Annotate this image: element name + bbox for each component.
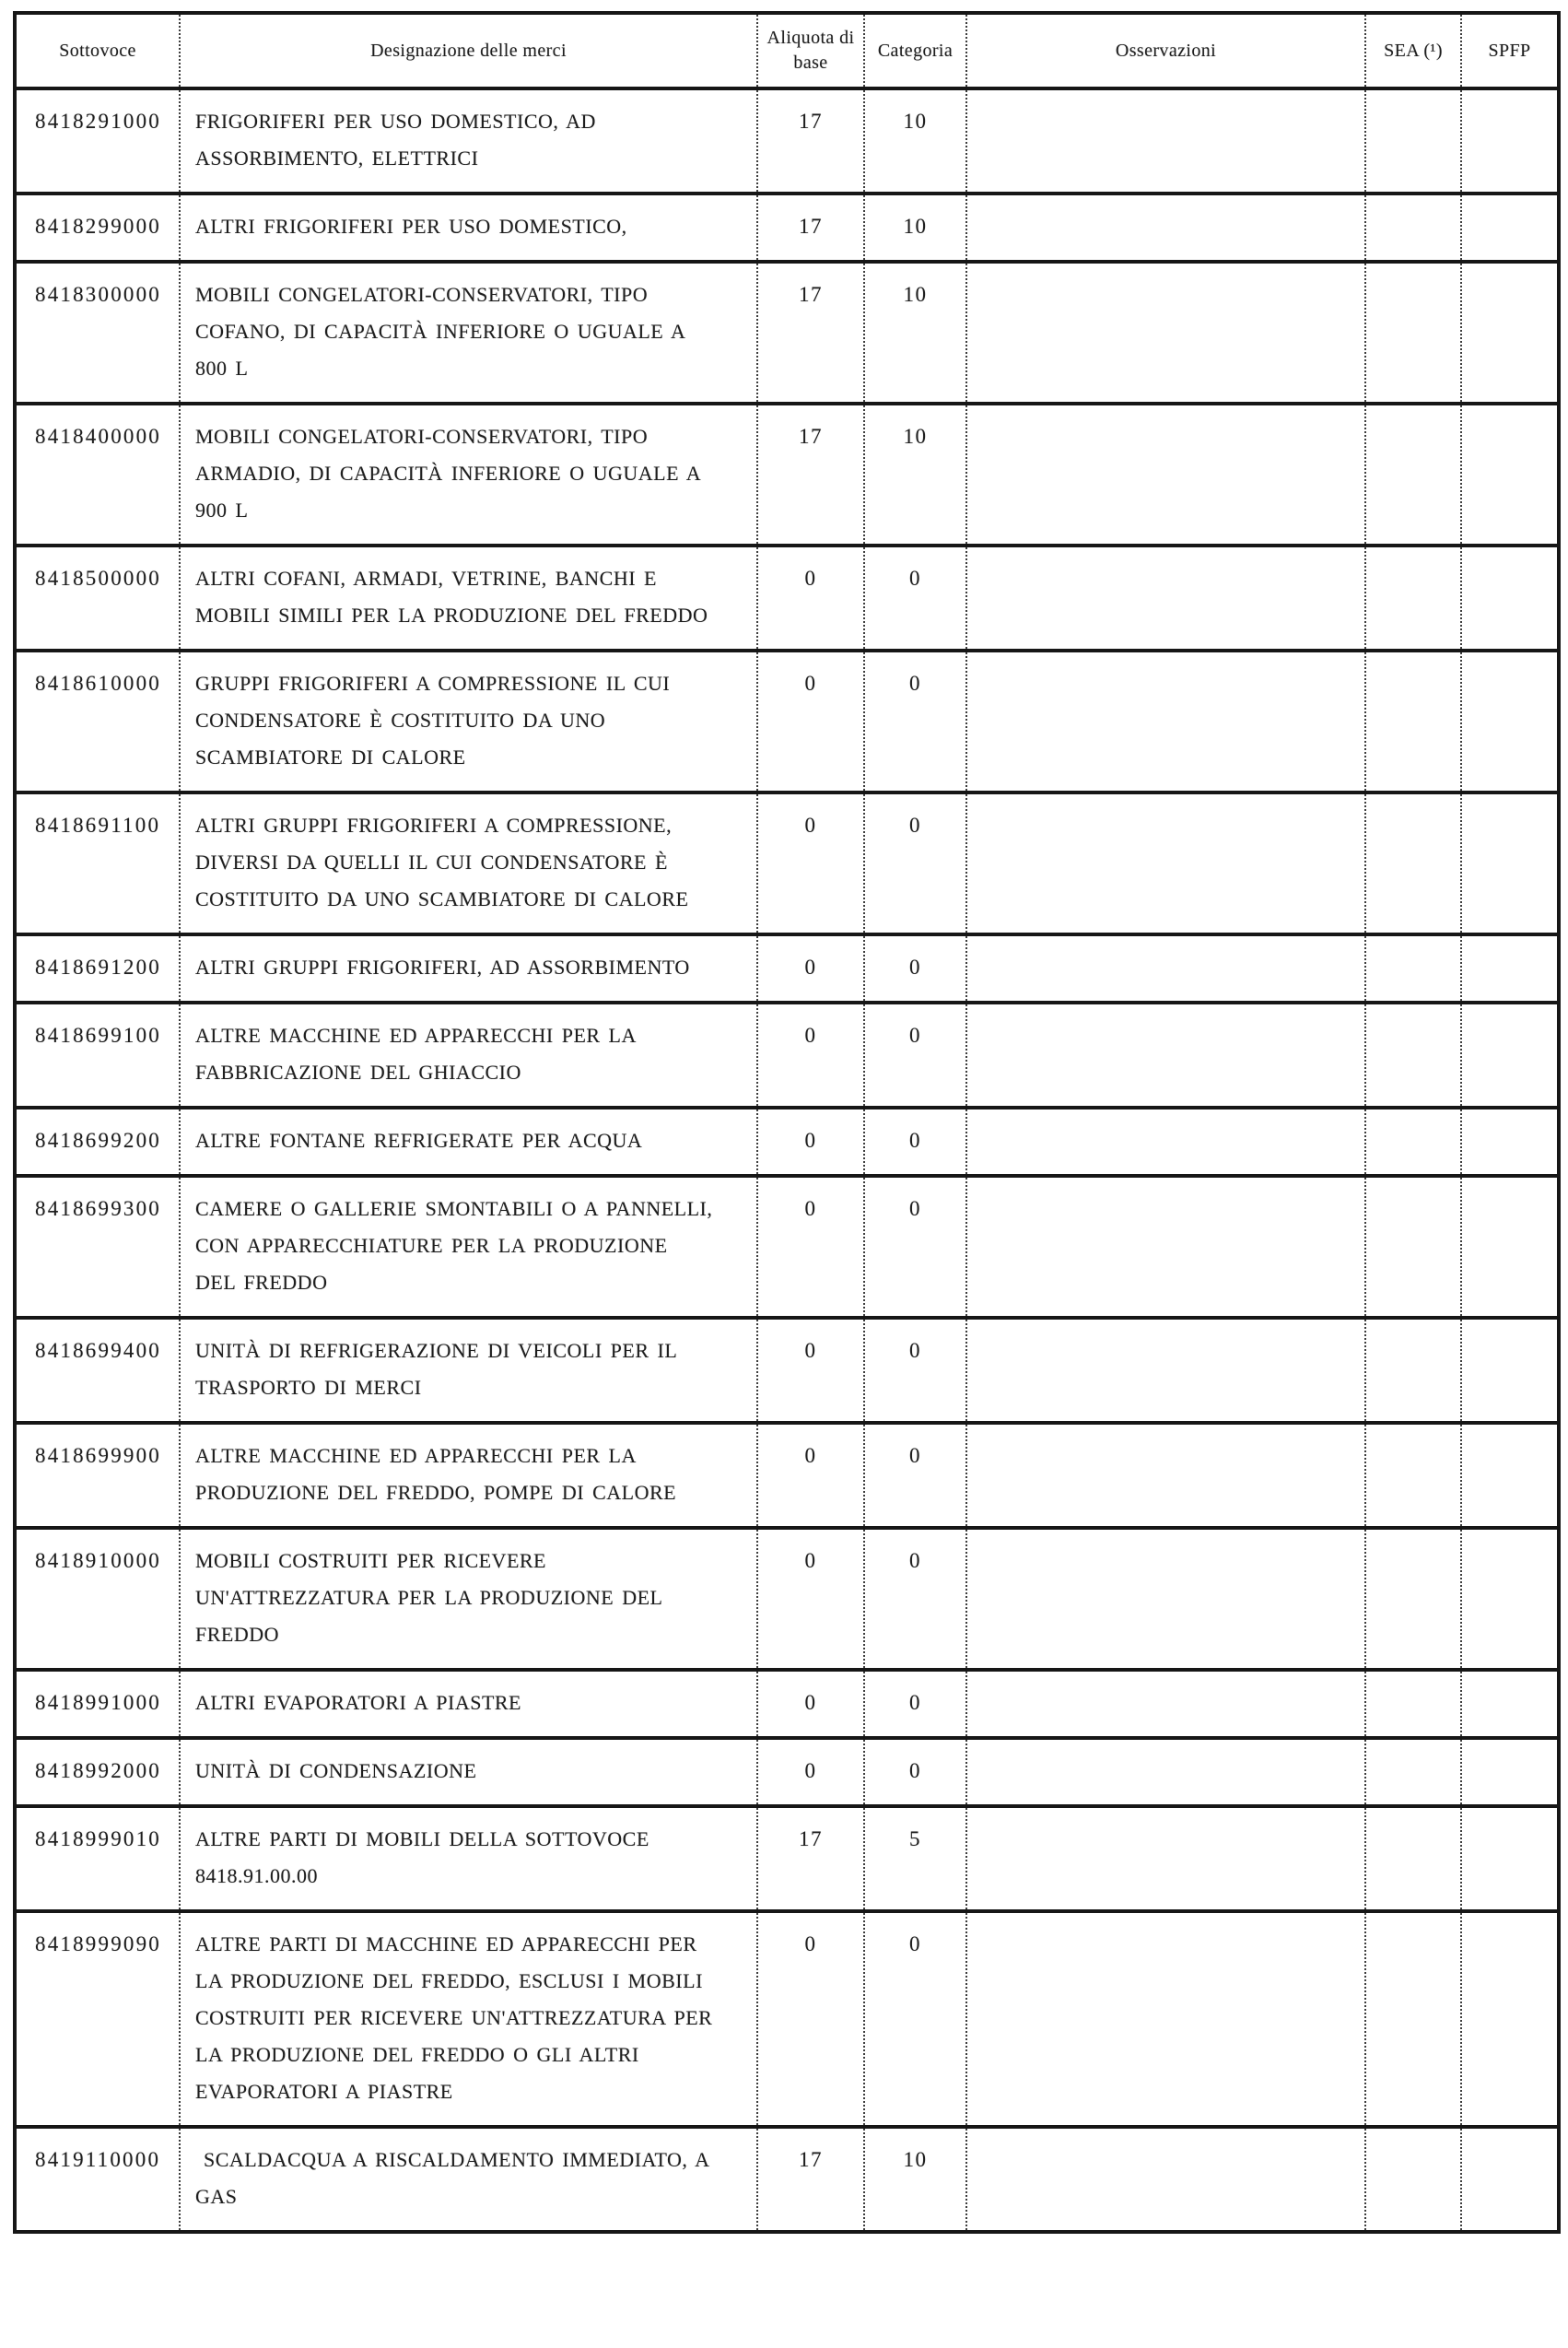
aliquota-cell: 17 (757, 262, 864, 404)
designazione-cell: ALTRE MACCHINE ED APPARECCHI PER LA FABBRICAZIONE DEL GHIACCIO (180, 1003, 757, 1108)
sottovoce-cell: 8418999010 (35, 1827, 161, 1850)
designazione-cell: MOBILI CONGELATORI-CONSERVATORI, TIPO COFANO, DI CAPACITÀ INFERIORE O UGUALE A 800 L (180, 262, 757, 404)
designazione-cell: MOBILI COSTRUITI PER RICEVERE UN'ATTREZZATURA PER LA PRODUZIONE DEL FREDDO (180, 1528, 757, 1670)
table-row (15, 404, 1559, 546)
designazione-cell: ALTRI COFANI, ARMADI, VETRINE, BANCHI E MOBILI SIMILI PER LA PRODUZIONE DEL FREDDO (180, 546, 757, 651)
sea-cell (1365, 546, 1461, 651)
sottovoce-cell: 8418300000 (35, 283, 161, 306)
categoria-cell: 0 (864, 934, 966, 1003)
header-osservazioni: Osservazioni (966, 13, 1365, 88)
osservazioni-cell (966, 1423, 1365, 1528)
sea-cell (1365, 1176, 1461, 1318)
designazione-cell: CAMERE O GALLERIE SMONTABILI O A PANNELLI, CON APPARECCHIATURE PER LA PRODUZIONE DEL FREDDO (180, 1176, 757, 1318)
categoria-cell: 0 (864, 1318, 966, 1423)
spfp-cell (1461, 1911, 1559, 2127)
aliquota-cell: 0 (757, 1003, 864, 1108)
designazione-cell: UNITÀ DI REFRIGERAZIONE DI VEICOLI PER IL TRASPORTO DI MERCI (180, 1318, 757, 1423)
aliquota-cell: 17 (757, 194, 864, 262)
table-row (15, 1670, 1559, 1738)
aliquota-cell: 0 (757, 1108, 864, 1176)
categoria-cell: 5 (864, 1806, 966, 1911)
spfp-cell (1461, 1003, 1559, 1108)
header-sottovoce: Sottovoce (59, 40, 136, 61)
categoria-cell: 0 (864, 1738, 966, 1806)
header-row (15, 13, 1559, 88)
table-row (15, 1423, 1559, 1528)
spfp-cell (1461, 1108, 1559, 1176)
osservazioni-cell (966, 1738, 1365, 1806)
sottovoce-cell: 8418699900 (35, 1444, 161, 1467)
sea-cell (1365, 1806, 1461, 1911)
header-sea: SEA (¹) (1365, 13, 1461, 88)
spfp-cell (1461, 934, 1559, 1003)
spfp-cell (1461, 404, 1559, 546)
designazione-cell: ALTRI FRIGORIFERI PER USO DOMESTICO, (180, 194, 757, 262)
sea-cell (1365, 1108, 1461, 1176)
header-designazione: Designazione delle merci (180, 13, 757, 88)
table-row (15, 1528, 1559, 1670)
sottovoce-cell: 8418610000 (35, 672, 161, 695)
categoria-cell: 0 (864, 1108, 966, 1176)
spfp-cell (1461, 1738, 1559, 1806)
osservazioni-cell (966, 1806, 1365, 1911)
osservazioni-cell (966, 1108, 1365, 1176)
header-aliquota-di-base: Aliquota di base (757, 13, 864, 88)
spfp-cell (1461, 792, 1559, 934)
table-row (15, 262, 1559, 404)
sottovoce-cell: 8418699100 (35, 1024, 161, 1047)
sea-cell (1365, 1003, 1461, 1108)
header-categoria: Categoria (864, 13, 966, 88)
osservazioni-cell (966, 651, 1365, 792)
aliquota-cell: 17 (757, 88, 864, 194)
designazione-cell: ALTRE MACCHINE ED APPARECCHI PER LA PRODUZIONE DEL FREDDO, POMPE DI CALORE (180, 1423, 757, 1528)
categoria-cell: 0 (864, 1670, 966, 1738)
sea-cell (1365, 792, 1461, 934)
categoria-cell: 0 (864, 1423, 966, 1528)
spfp-cell (1461, 651, 1559, 792)
table-row (15, 1806, 1559, 1911)
sea-cell (1365, 262, 1461, 404)
categoria-cell: 0 (864, 651, 966, 792)
designazione-cell: ALTRE PARTI DI MOBILI DELLA SOTTOVOCE 8418.91.00.00 (180, 1806, 757, 1911)
header-spfp: SPFP (1461, 13, 1559, 88)
designazione-cell: ALTRI EVAPORATORI A PIASTRE (180, 1670, 757, 1738)
categoria-cell: 10 (864, 404, 966, 546)
aliquota-cell: 0 (757, 1911, 864, 2127)
sottovoce-cell: 8419110000 (35, 2148, 161, 2171)
designazione-cell: FRIGORIFERI PER USO DOMESTICO, AD ASSORBIMENTO, ELETTRICI (180, 88, 757, 194)
sottovoce-cell: 8418992000 (35, 1759, 161, 1782)
categoria-cell: 10 (864, 88, 966, 194)
osservazioni-cell (966, 934, 1365, 1003)
designazione-cell: MOBILI CONGELATORI-CONSERVATORI, TIPO ARMADIO, DI CAPACITÀ INFERIORE O UGUALE A 900 L (180, 404, 757, 546)
table-row (15, 88, 1559, 194)
osservazioni-cell (966, 1670, 1365, 1738)
table-row (15, 1911, 1559, 2127)
table-body (15, 88, 1559, 2232)
categoria-cell: 0 (864, 546, 966, 651)
sea-cell (1365, 88, 1461, 194)
sea-cell (1365, 1670, 1461, 1738)
osservazioni-cell (966, 262, 1365, 404)
osservazioni-cell (966, 194, 1365, 262)
table-row (15, 546, 1559, 651)
spfp-cell (1461, 1423, 1559, 1528)
aliquota-cell: 17 (757, 1806, 864, 1911)
sottovoce-cell: 8418299000 (35, 215, 161, 238)
table-row (15, 934, 1559, 1003)
aliquota-cell: 0 (757, 1318, 864, 1423)
sea-cell (1365, 1911, 1461, 2127)
aliquota-cell: 0 (757, 934, 864, 1003)
osservazioni-cell (966, 1911, 1365, 2127)
table-row (15, 651, 1559, 792)
spfp-cell (1461, 1176, 1559, 1318)
sottovoce-cell: 8418400000 (35, 425, 161, 448)
table-row (15, 1108, 1559, 1176)
categoria-cell: 0 (864, 792, 966, 934)
table-row (15, 1003, 1559, 1108)
categoria-cell: 0 (864, 1176, 966, 1318)
spfp-cell (1461, 2127, 1559, 2232)
aliquota-cell: 17 (757, 2127, 864, 2232)
designazione-cell: UNITÀ DI CONDENSAZIONE (180, 1738, 757, 1806)
designazione-cell: SCALDACQUA A RISCALDAMENTO IMMEDIATO, A GAS (180, 2127, 757, 2232)
osservazioni-cell (966, 404, 1365, 546)
sottovoce-cell: 8418910000 (35, 1549, 161, 1572)
categoria-cell: 0 (864, 1528, 966, 1670)
spfp-cell (1461, 546, 1559, 651)
categoria-cell: 0 (864, 1911, 966, 2127)
sea-cell (1365, 1528, 1461, 1670)
designazione-cell: ALTRI GRUPPI FRIGORIFERI A COMPRESSIONE, DIVERSI DA QUELLI IL CUI CONDENSATORE È COSTITUITO DA UNO SCAMBIATORE DI CALORE (180, 792, 757, 934)
aliquota-cell: 0 (757, 1176, 864, 1318)
sottovoce-cell: 8418699200 (35, 1129, 161, 1152)
table-header (15, 13, 1559, 88)
sottovoce-cell: 8418699300 (35, 1197, 161, 1220)
categoria-cell: 10 (864, 262, 966, 404)
aliquota-cell: 0 (757, 1423, 864, 1528)
sottovoce-cell: 8418691100 (35, 814, 161, 837)
spfp-cell (1461, 1806, 1559, 1911)
table-row (15, 1318, 1559, 1423)
spfp-cell (1461, 88, 1559, 194)
sea-cell (1365, 1738, 1461, 1806)
table-row (15, 1738, 1559, 1806)
aliquota-cell: 0 (757, 1670, 864, 1738)
aliquota-cell: 0 (757, 1738, 864, 1806)
aliquota-cell: 17 (757, 404, 864, 546)
osservazioni-cell (966, 2127, 1365, 2232)
designazione-cell: ALTRI GRUPPI FRIGORIFERI, AD ASSORBIMENTO (180, 934, 757, 1003)
osservazioni-cell (966, 88, 1365, 194)
sea-cell (1365, 2127, 1461, 2232)
aliquota-cell: 0 (757, 651, 864, 792)
table-row (15, 1176, 1559, 1318)
categoria-cell: 10 (864, 194, 966, 262)
sea-cell (1365, 1318, 1461, 1423)
designazione-cell: ALTRE PARTI DI MACCHINE ED APPARECCHI PER LA PRODUZIONE DEL FREDDO, ESCLUSI I MOBILI COSTRUITI PER RICEVERE UN'ATTREZZATURA PER LA PRODUZIONE DEL FREDDO O GLI ALTRI EVAPORATORI A PIASTRE (180, 1911, 757, 2127)
spfp-cell (1461, 194, 1559, 262)
osservazioni-cell (966, 792, 1365, 934)
sea-cell (1365, 1423, 1461, 1528)
spfp-cell (1461, 1528, 1559, 1670)
sottovoce-cell: 8418699400 (35, 1339, 161, 1362)
sottovoce-cell: 8418291000 (35, 110, 161, 133)
osservazioni-cell (966, 546, 1365, 651)
aliquota-cell: 0 (757, 792, 864, 934)
spfp-cell (1461, 262, 1559, 404)
spfp-cell (1461, 1318, 1559, 1423)
categoria-cell: 10 (864, 2127, 966, 2232)
sottovoce-cell: 8418991000 (35, 1691, 161, 1714)
osservazioni-cell (966, 1176, 1365, 1318)
sea-cell (1365, 934, 1461, 1003)
sottovoce-cell: 8418500000 (35, 567, 161, 590)
aliquota-cell: 0 (757, 546, 864, 651)
table-row (15, 2127, 1559, 2232)
categoria-cell: 0 (864, 1003, 966, 1108)
sottovoce-cell: 8418999090 (35, 1932, 161, 1955)
sottovoce-cell: 8418691200 (35, 956, 161, 979)
table-row (15, 792, 1559, 934)
designazione-cell: GRUPPI FRIGORIFERI A COMPRESSIONE IL CUI CONDENSATORE È COSTITUITO DA UNO SCAMBIATORE DI CALORE (180, 651, 757, 792)
osservazioni-cell (966, 1003, 1365, 1108)
tariff-table (13, 11, 1561, 2234)
spfp-cell (1461, 1670, 1559, 1738)
designazione-cell: ALTRE FONTANE REFRIGERATE PER ACQUA (180, 1108, 757, 1176)
osservazioni-cell (966, 1528, 1365, 1670)
sea-cell (1365, 194, 1461, 262)
osservazioni-cell (966, 1318, 1365, 1423)
sea-cell (1365, 404, 1461, 546)
table-row (15, 194, 1559, 262)
sea-cell (1365, 651, 1461, 792)
aliquota-cell: 0 (757, 1528, 864, 1670)
